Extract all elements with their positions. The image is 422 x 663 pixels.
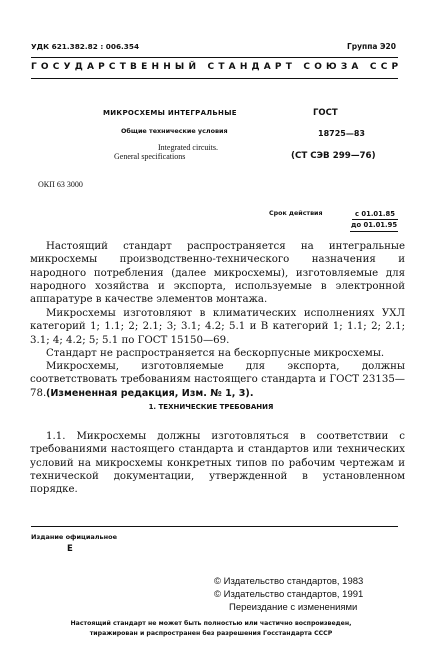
reproduction-notice-line-2: тиражирован и распространен без разрешения Госстандарта СССР xyxy=(89,630,333,637)
requirement-text: 1.1. Микросхемы должны изготовляться в соответствии с требованиями настоящего стандарта и стандартов или технических условий на микросхемы конкретных типов по рабочим чертежам и технической документации, утвержденной в установленном порядке. xyxy=(30,431,405,496)
validity-from-underline xyxy=(352,219,398,220)
amendment-note xyxy=(30,387,405,400)
group-code: Группа Э20 xyxy=(346,42,396,51)
top-rule xyxy=(31,57,398,58)
exclusion-paragraph xyxy=(30,347,405,360)
document-subtitle-en: General specifications xyxy=(114,152,186,161)
reproduction-notice-line-1: Настоящий стандарт не может быть полностью или частично воспроизведен, xyxy=(70,620,352,627)
climate-paragraph xyxy=(30,307,405,347)
section-heading: 1. ТЕХНИЧЕСКИЕ ТРЕБОВАНИЯ xyxy=(148,403,274,411)
footer-rule xyxy=(31,526,398,527)
validity-to: до 01.01.95 xyxy=(351,221,398,229)
okp-code: ОКП 63 3000 xyxy=(38,180,83,189)
scope-paragraph xyxy=(30,240,405,306)
requirement-paragraph xyxy=(30,430,405,496)
document-subtitle-ru: Общие технические условия xyxy=(121,127,228,135)
document-title-en: Integrated circuits. xyxy=(158,143,218,152)
export-text: Микросхемы, изготовляемые для экспорта, должны соответствовать требованиям настоящего стандарта и ГОСТ 23135—78. xyxy=(30,361,405,399)
validity-label: Срок действия xyxy=(269,210,323,217)
edition-letter: Е xyxy=(67,544,73,554)
st-sev-reference: (СТ СЭВ 299—76) xyxy=(291,151,376,161)
amendment-text: (Измененная редакция, Изм. № 1, 3). xyxy=(46,388,254,399)
title-rule xyxy=(31,78,398,79)
exclusion-text: Стандарт не распространяется на бескорпусные микросхемы. xyxy=(46,348,385,359)
udk-code: УДК 621.382.82 : 006.354 xyxy=(31,42,140,51)
validity-from: с 01.01.85 xyxy=(355,210,395,218)
copyright-1983: © Издательство стандартов, 1983 xyxy=(214,576,364,587)
copyright-1991: © Издательство стандартов, 1991 xyxy=(214,589,364,600)
gost-number: 18725—83 xyxy=(318,129,365,138)
official-edition-label: Издание официальное xyxy=(31,533,118,541)
gost-label: ГОСТ xyxy=(313,108,338,118)
climate-text: Микросхемы изготовляют в климатических исполнениях УХЛ категорий 1; 1.1; 2; 2.1; 3; 3.1; 4.2; 5.1 и В категорий 1; 1.1; 2; 2.1; 3.1; 4; 4.2; 5; 5.1 по ГОСТ 15150—69. xyxy=(30,308,405,346)
standard-title: ГОСУДАРСТВЕННЫЙ СТАНДАРТ СОЮЗА ССР xyxy=(31,62,403,72)
scope-text: Настоящий стандарт распространяется на интегральные микросхемы производственно-технического назначения и народного потребления (далее микросхемы), изготовляемые для народного хозяйства и экспорта, используемые в электронной аппаратуре в качестве элементов монтажа. xyxy=(30,241,405,306)
validity-to-underline xyxy=(350,231,398,232)
document-title-ru: МИКРОСХЕМЫ ИНТЕГРАЛЬНЫЕ xyxy=(103,109,237,117)
reprint-note: Переиздание с изменениями xyxy=(229,602,358,613)
